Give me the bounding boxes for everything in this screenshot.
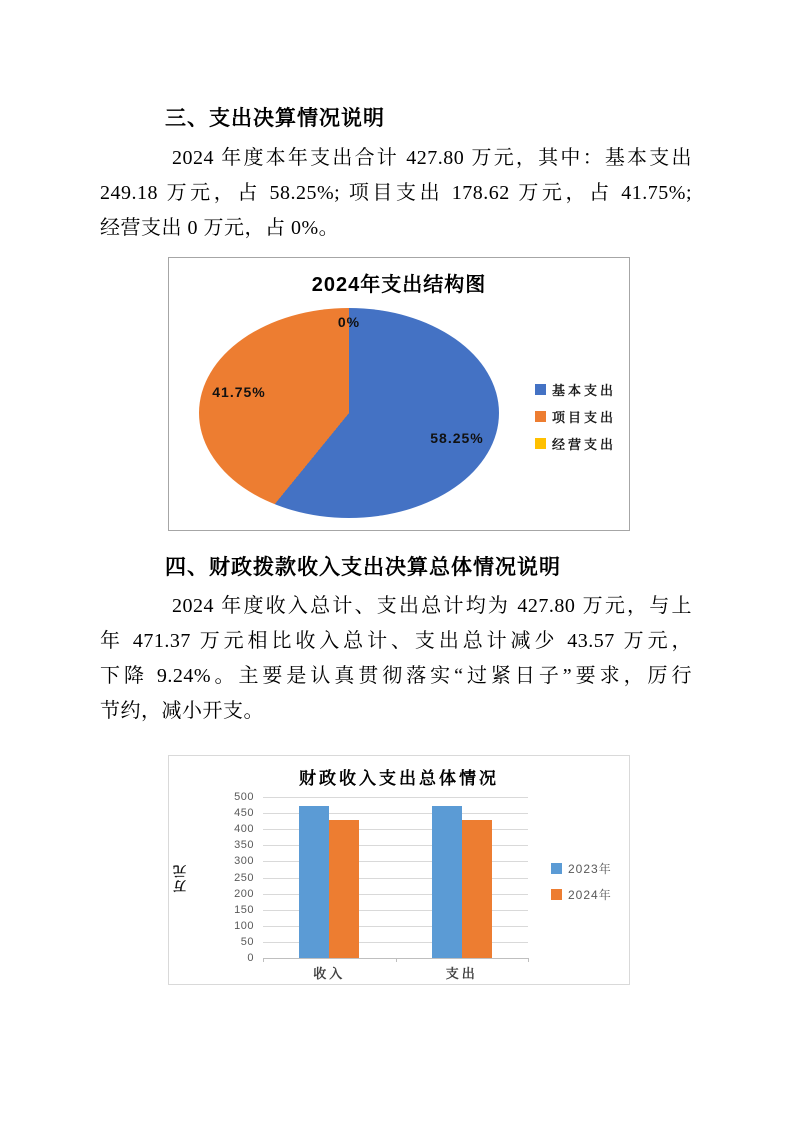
bar-chart-title: 财政收入支出总体情况 (299, 769, 499, 788)
legend-swatch (551, 863, 562, 874)
bar-legend (551, 860, 612, 903)
y-tick-label: 250 (234, 871, 254, 884)
legend-row (535, 434, 616, 453)
pie-legend-label: 项目支出 (552, 410, 617, 425)
pie-chart[interactable] (168, 257, 630, 531)
y-tick-label: 150 (234, 903, 254, 916)
legend-row (551, 860, 612, 877)
pie-chart-title: 2024年支出结构图 (311, 274, 487, 296)
pie-slice-label-operating: 0% (337, 314, 361, 330)
bar-chart-plot (263, 797, 528, 958)
y-tick-label: 350 (234, 839, 254, 852)
x-axis-tick (396, 958, 397, 962)
y-tick-label: 200 (234, 887, 254, 900)
legend-swatch (551, 889, 562, 900)
pie-legend-label: 经营支出 (552, 437, 617, 452)
legend-row (551, 886, 612, 903)
bar-legend-label: 2023年 (568, 862, 612, 876)
y-tick-label: 50 (240, 935, 254, 948)
x-category-label: 收入 (313, 966, 346, 981)
section-4-heading: 四、财政拨款收入支出决算总体情况说明 (165, 556, 561, 579)
legend-swatch (535, 438, 546, 449)
gridline (263, 797, 528, 798)
section-4-paragraph-line: 年 471.37 万元相比收入总计、支出总计减少 43.57 万元， (100, 630, 692, 652)
legend-row (535, 380, 616, 399)
y-tick-label: 400 (234, 823, 254, 836)
pie-legend (535, 380, 616, 453)
section-3-heading: 三、支出决算情况说明 (165, 107, 385, 130)
section-3-paragraph-line: 经营支出 0 万元，占 0%。 (100, 217, 340, 239)
section-3-paragraph-line: 249.18 万元，占 58.25%; 项目支出 178.62 万元，占 41.75%; (100, 182, 692, 204)
pie-legend-label: 基本支出 (552, 383, 617, 398)
bar-2023年 (432, 806, 462, 958)
section-3-paragraph-line: 2024 年度本年支出合计 427.80 万元，其中：基本支出 (172, 147, 692, 169)
y-tick-label: 450 (234, 807, 254, 820)
x-axis-tick (528, 958, 529, 962)
section-4-paragraph-line: 节约，减小开支。 (100, 700, 264, 722)
section-4-paragraph-line: 下降 9.24%。主要是认真贯彻落实“过紧日子”要求，厉行 (100, 665, 692, 687)
pie-slice-label-basic: 58.25% (430, 430, 484, 446)
y-tick-label: 500 (234, 791, 254, 803)
pie-slice-label-project: 41.75% (212, 384, 266, 400)
bar-chart[interactable] (168, 755, 630, 985)
y-tick-label: 100 (234, 919, 254, 932)
bar-2023年 (299, 806, 329, 958)
legend-swatch (535, 384, 546, 395)
legend-swatch (535, 411, 546, 422)
section-4-paragraph-line: 2024 年度收入总计、支出总计均为 427.80 万元，与上 (172, 595, 692, 617)
x-axis-tick (263, 958, 264, 962)
pie-plot (199, 308, 499, 518)
bar-legend-label: 2024年 (568, 888, 612, 902)
legend-row (535, 407, 616, 426)
y-tick-label: 300 (234, 855, 254, 868)
bar-2024年 (462, 820, 492, 958)
bar-chart-y-axis-title: 万元 (173, 863, 188, 893)
bar-chart-x-labels (263, 963, 528, 983)
x-category-label: 支出 (445, 966, 478, 981)
bar-2024年 (329, 820, 359, 958)
bar-chart-y-ticks (207, 791, 254, 964)
y-tick-label: 0 (247, 952, 254, 964)
